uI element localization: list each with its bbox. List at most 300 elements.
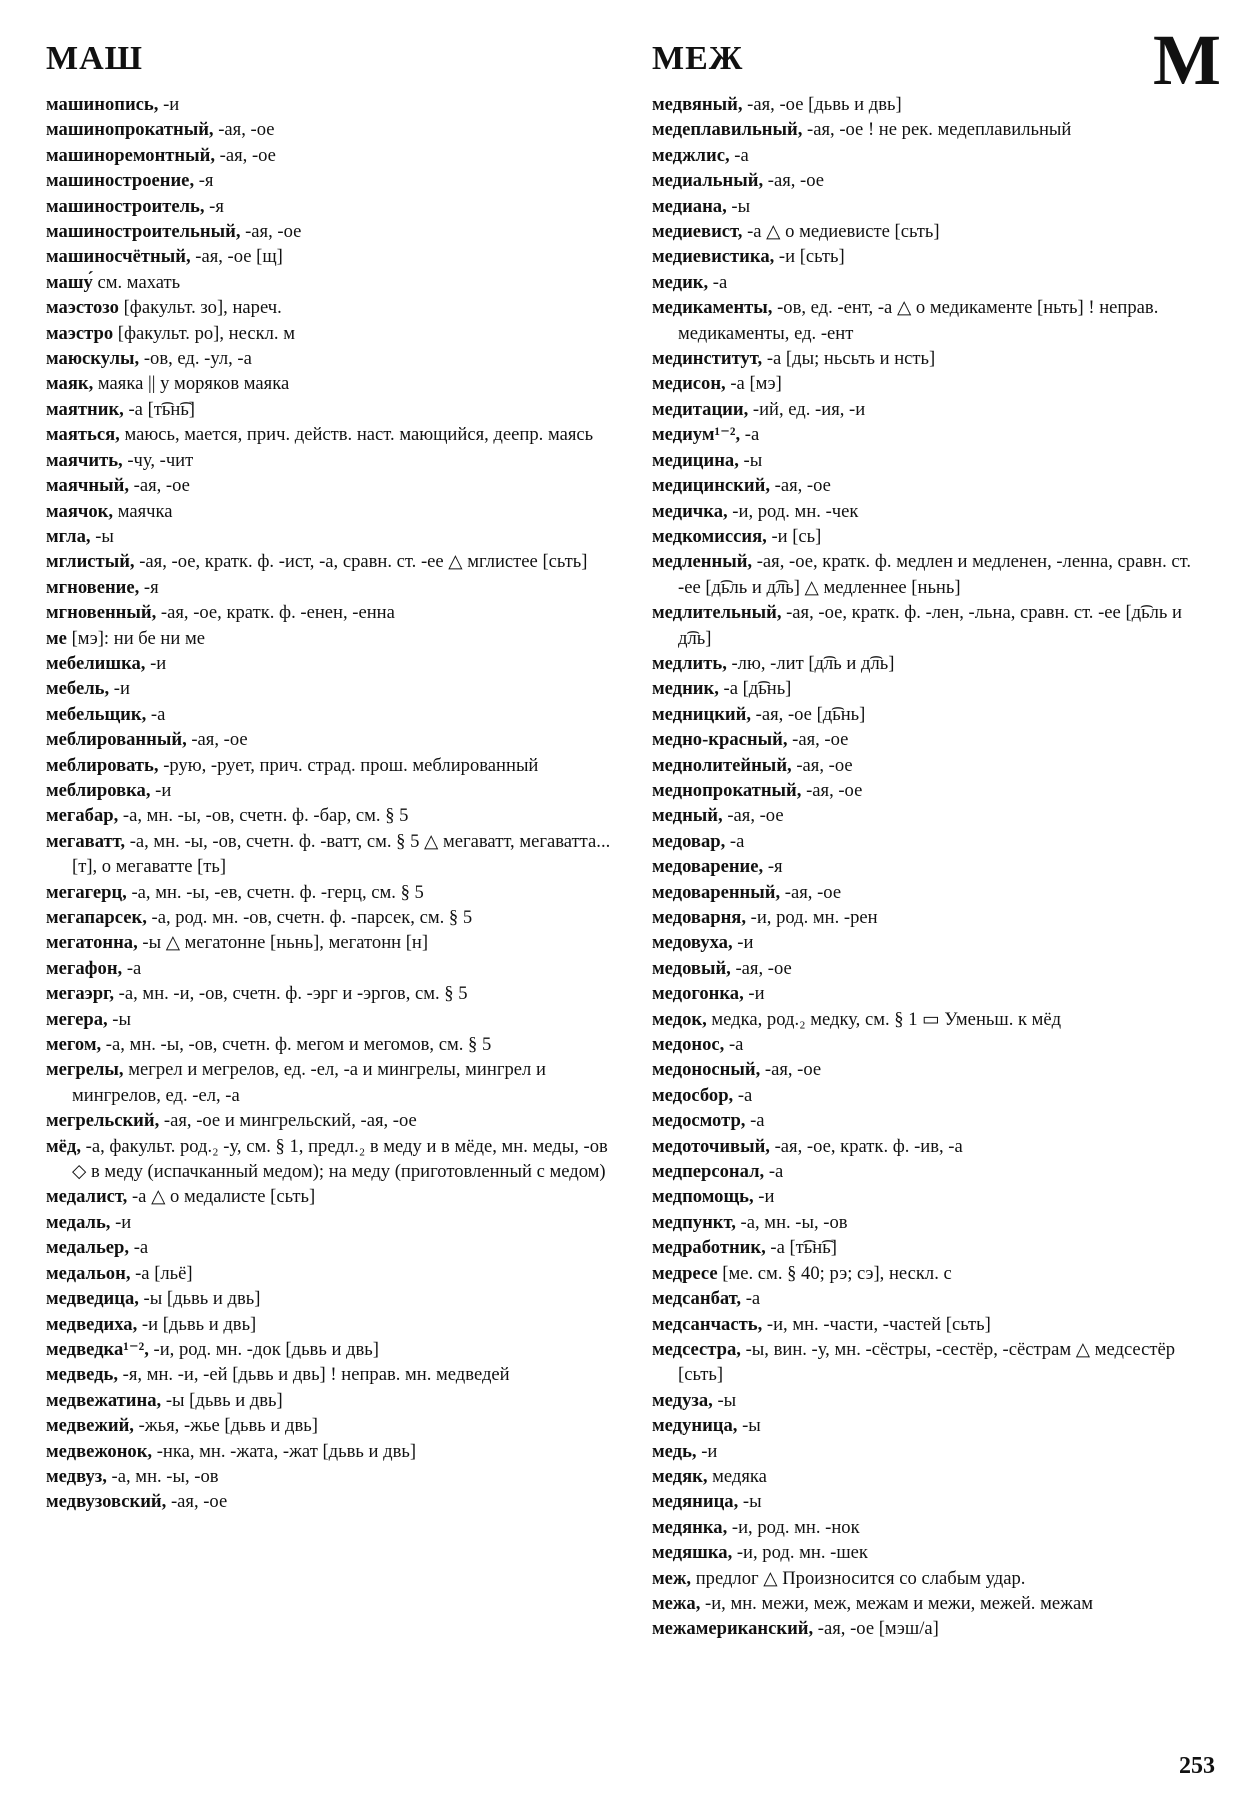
dictionary-entry [46, 448, 611, 473]
left-column [46, 92, 611, 1515]
entry-headword: медсанчасть, [652, 1313, 763, 1335]
entry-definition: -а, мн. -ы, -ов [106, 1465, 219, 1487]
entry-headword: меджлис, [652, 144, 730, 166]
dictionary-entry [652, 1515, 1217, 1540]
dictionary-entry [652, 549, 1217, 600]
dictionary-entry [46, 803, 611, 828]
running-header-right: МЕЖ [652, 40, 744, 77]
entry-headword: медвяный, [652, 94, 743, 115]
dictionary-entry [652, 803, 1217, 828]
dictionary-entry [652, 473, 1217, 498]
entry-definition: -ая, -ое, кратк. ф. -ист, -а, сравн. ст. -ее △ мглистее [сьть] [134, 551, 588, 573]
entry-headword: ме [46, 627, 67, 649]
dictionary-entry [46, 1413, 611, 1438]
dictionary-entry [652, 981, 1217, 1006]
entry-definition: -а, мн. -ы, -ов, счетн. ф. мегом и мегомов, см. § 5 [101, 1034, 492, 1056]
entry-headword: меблированный, [46, 729, 187, 751]
entry-headword: мегафон, [46, 957, 123, 979]
entry-definition: -ы [726, 195, 751, 217]
entry-definition: -а, род. мн. -ов, счетн. ф. -парсек, см. § 5 [146, 907, 473, 928]
entry-definition: -ая, -ое [128, 475, 190, 497]
dictionary-entry [652, 702, 1217, 727]
entry-definition: -и [158, 94, 180, 115]
dictionary-entry [652, 778, 1217, 803]
dictionary-entry [46, 92, 611, 117]
entry-definition: -а [741, 1288, 761, 1310]
entry-definition: -а [т͡ьн͡ь] [765, 1237, 837, 1259]
dictionary-entry [46, 1464, 611, 1489]
dictionary-entry [652, 270, 1217, 295]
entry-headword: медалист, [46, 1186, 128, 1208]
entry-definition: -а [129, 1237, 149, 1259]
entry-headword: маяк, [46, 373, 94, 395]
dictionary-entry [652, 295, 1217, 346]
dictionary-entry [652, 753, 1217, 778]
entry-headword: медресе [652, 1262, 718, 1284]
entry-headword: машиностроение, [46, 170, 195, 192]
dictionary-entry [652, 600, 1217, 651]
entry-definition: -а [745, 1110, 765, 1132]
page-number: 253 [1179, 1753, 1215, 1779]
entry-headword: машиноремонтный, [46, 144, 216, 166]
entry-definition: [мэ]: ни бе ни ме [66, 627, 205, 649]
entry-headword: маячный, [46, 475, 129, 497]
entry-headword: медосмотр, [652, 1110, 746, 1132]
dictionary-entry [46, 727, 611, 752]
entry-definition: -а [ды; ньсьть и нсть] [762, 348, 936, 370]
entry-definition: -я, мн. -и, -ей [дьвь и двь] ! неправ. мн. медведей [118, 1364, 510, 1386]
entry-headword: меднолитейный, [652, 754, 792, 776]
entry-definition: -рую, -рует, прич. страд. прош. меблированный [158, 754, 539, 776]
dictionary-entry [652, 168, 1217, 193]
entry-definition: -и [сьть] [774, 246, 845, 268]
entry-definition: -а, мн. -ы, -ов [735, 1211, 848, 1233]
entry-headword: медоточивый, [652, 1135, 770, 1157]
dictionary-entry [46, 1337, 611, 1362]
dictionary-entry [652, 1261, 1217, 1286]
dictionary-entry [46, 1489, 611, 1514]
entry-definition: -ая, -ое [787, 729, 849, 751]
entry-headword: медвежий, [46, 1415, 134, 1437]
entry-headword: медведица, [46, 1288, 139, 1310]
dictionary-entry [652, 676, 1217, 701]
entry-headword: медик, [652, 271, 709, 293]
dictionary-entry [46, 1007, 611, 1032]
entry-definition: маюсь, мается, прич. действ. наст. мающийся, деепр. маясь [119, 424, 594, 446]
dictionary-entry [46, 1362, 611, 1387]
entry-headword: медянка, [652, 1516, 728, 1538]
entry-definition: -а, факульт. род.₂ -у, см. § 1, предл.₂ в меду и в мёде, мн. меды, -ов ◇ в меду (испачканный медом); на меду (приготовленный с медом) [72, 1135, 608, 1183]
entry-headword: мегрельский, [46, 1110, 160, 1132]
entry-definition: -и, род. мн. -чек [727, 500, 859, 522]
dictionary-entry [46, 1261, 611, 1286]
entry-definition: -ая, -ое [д͡ьнь] [751, 703, 866, 725]
entry-definition: -а △ о медиевисте [сьть] [742, 221, 940, 243]
entry-headword: маюскулы, [46, 348, 140, 370]
entry-headword: медяница, [652, 1491, 739, 1513]
dictionary-entry [46, 956, 611, 981]
entry-definition: -а [729, 144, 749, 166]
entry-definition: -ая, -ое и мингрельский, -ая, -ое [159, 1110, 417, 1132]
entry-headword: медпункт, [652, 1211, 736, 1233]
dictionary-entry [46, 1312, 611, 1337]
entry-headword: медисон, [652, 373, 726, 395]
entry-headword: медаль, [46, 1211, 111, 1233]
dictionary-entry [652, 524, 1217, 549]
entry-headword: мгновение, [46, 576, 140, 598]
entry-definition: -и [732, 932, 754, 954]
entry-definition: маяка || у моряков маяка [93, 373, 290, 395]
entry-headword: мегаватт, [46, 830, 126, 852]
dictionary-entry [652, 1489, 1217, 1514]
entry-definition: -ая, -ое, кратк. ф. -ив, -а [769, 1135, 963, 1157]
entry-definition: -и [145, 652, 167, 674]
dictionary-entry [46, 930, 611, 955]
dictionary-entry [652, 1591, 1217, 1616]
entry-headword: медный, [652, 805, 723, 827]
dictionary-entry [46, 244, 611, 269]
entry-headword: мединститут, [652, 348, 763, 370]
dictionary-entry [652, 219, 1217, 244]
entry-headword: медперсонал, [652, 1161, 765, 1183]
dictionary-entry [652, 1286, 1217, 1311]
entry-headword: медиальный, [652, 170, 764, 192]
entry-definition: медяка [707, 1465, 767, 1487]
entry-headword: медоварение, [652, 856, 764, 878]
entry-headword: медник, [652, 678, 719, 700]
entry-headword: меблировка, [46, 779, 151, 801]
entry-headword: меблировать, [46, 754, 159, 776]
dictionary-entry [46, 1184, 611, 1209]
dictionary-entry [46, 371, 611, 396]
entry-definition: -ая, -ое [166, 1491, 228, 1513]
dictionary-entry [652, 244, 1217, 269]
entry-definition: -ов, ед. -ул, -а [139, 348, 252, 370]
dictionary-entry [652, 1057, 1217, 1082]
dictionary-entry [652, 880, 1217, 905]
entry-headword: маячить, [46, 449, 123, 471]
dictionary-entry [652, 1210, 1217, 1235]
entry-headword: медлительный, [652, 602, 782, 624]
entry-headword: межамериканский, [652, 1618, 814, 1640]
entry-definition: -ая, -ое, кратк. ф. -енен, -енна [156, 602, 395, 624]
entry-definition: -и [сь] [766, 525, 822, 547]
dictionary-entry [46, 219, 611, 244]
entry-definition: -а, мн. -ы, -ов, счетн. ф. -бар, см. § 5 [118, 805, 409, 827]
dictionary-entry [652, 930, 1217, 955]
entry-definition: -ы [738, 449, 763, 471]
entry-headword: медиевист, [652, 221, 743, 243]
dictionary-entry [46, 905, 611, 930]
dictionary-entry [46, 346, 611, 371]
entry-headword: мегагерц, [46, 881, 127, 903]
dictionary-entry [46, 321, 611, 346]
entry-headword: мебелишка, [46, 652, 146, 674]
entry-definition: -и [дьвь и двь] [137, 1313, 257, 1335]
entry-definition: -а [д͡ьнь] [718, 678, 792, 700]
entry-definition: -ая, -ое, кратк. ф. -лен, -льна, сравн. ст. -ее [д͡ьль и д͡ль] [678, 602, 1182, 649]
dictionary-entry [652, 1007, 1217, 1032]
dictionary-entry [652, 1083, 1217, 1108]
dictionary-entry [46, 473, 611, 498]
entry-headword: медяк, [652, 1465, 708, 1487]
dictionary-entry [652, 1159, 1217, 1184]
entry-headword: медовар, [652, 830, 726, 852]
dictionary-entry [652, 117, 1217, 142]
entry-headword: маячок, [46, 500, 114, 522]
entry-headword: межа, [652, 1592, 701, 1614]
dictionary-entry [652, 905, 1217, 930]
entry-definition: -а [740, 424, 760, 446]
entry-headword: медальон, [46, 1262, 131, 1284]
dictionary-entry [46, 1439, 611, 1464]
dictionary-entry [46, 1286, 611, 1311]
dictionary-entry [46, 117, 611, 142]
entry-definition: -ая, -ое [мэш/а] [813, 1618, 939, 1640]
entry-definition: -ы [737, 1415, 761, 1437]
dictionary-entry [46, 143, 611, 168]
entry-headword: медницкий, [652, 703, 752, 725]
dictionary-entry [652, 194, 1217, 219]
entry-headword: медоварня, [652, 907, 747, 928]
entry-definition: предлог △ Произносится со слабым удар. [691, 1567, 1026, 1589]
entry-headword: меднопрокатный, [652, 779, 802, 801]
entry-headword: медработник, [652, 1237, 766, 1259]
entry-headword: медлить, [652, 652, 727, 674]
dictionary-entry [652, 1184, 1217, 1209]
entry-headword: медицина, [652, 449, 739, 471]
entry-definition: -ая, -ое [801, 779, 863, 801]
entry-definition: -а [733, 1084, 753, 1106]
dictionary-entry [46, 702, 611, 727]
entry-headword: медленный, [652, 551, 753, 573]
entry-headword: медиум¹⁻², [652, 424, 741, 446]
entry-definition: -я [194, 170, 214, 192]
dictionary-entry [46, 880, 611, 905]
entry-definition: -ы [107, 1008, 131, 1030]
section-letter: М [1153, 20, 1221, 100]
entry-definition: -ая, -ое [215, 144, 276, 166]
entry-definition: -ая, -ое [769, 475, 831, 497]
entry-headword: мегабар, [46, 805, 119, 827]
entry-headword: медок, [652, 1008, 707, 1030]
entry-headword: машиностроительный, [46, 221, 241, 243]
entry-definition: -ая, -ое [щ] [190, 246, 283, 268]
entry-headword: меж, [652, 1567, 692, 1589]
entry-headword: медоносный, [652, 1059, 761, 1081]
entry-headword: медсанбат, [652, 1288, 742, 1310]
entry-definition: -ая, -ое ! не рек. медеплавильный [802, 119, 1072, 141]
dictionary-entry [652, 1337, 1217, 1388]
entry-definition: -ая, -ое [780, 881, 842, 903]
dictionary-entry [652, 1108, 1217, 1133]
entry-definition: -и, мн. межи, меж, межам и межи, межей. межам [700, 1592, 1093, 1614]
entry-headword: медоваренный, [652, 881, 781, 903]
entry-headword: мегрелы, [46, 1059, 124, 1081]
entry-definition: [факульт. зо], нареч. [118, 297, 282, 319]
entry-headword: маяться, [46, 424, 120, 446]
entry-definition: маячка [113, 500, 173, 522]
dictionary-entry [652, 1616, 1217, 1641]
entry-headword: медяшка, [652, 1542, 733, 1564]
entry-headword: машу́ [46, 271, 93, 293]
entry-headword: медиана, [652, 195, 727, 217]
entry-headword: мгновенный, [46, 602, 157, 624]
dictionary-entry [46, 1057, 611, 1108]
entry-definition: -а [т͡ьн͡ь] [123, 398, 195, 420]
entry-definition: -ая, -ое [186, 729, 248, 751]
entry-definition: -а △ о медалисте [сьть] [127, 1186, 316, 1208]
dictionary-entry [652, 397, 1217, 422]
dictionary-entry [652, 422, 1217, 447]
dictionary-entry [652, 1388, 1217, 1413]
entry-definition: -ы, вин. -у, мн. -сёстры, -сестёр, -сёстрам △ медсестёр [сьть] [678, 1338, 1176, 1386]
entry-headword: мёд, [46, 1135, 81, 1157]
entry-definition: -и, род. мн. -нок [727, 1516, 860, 1538]
entry-headword: медуница, [652, 1415, 738, 1437]
dictionary-entry [652, 651, 1217, 676]
entry-headword: мебельщик, [46, 703, 147, 725]
entry-headword: медицинский, [652, 475, 770, 497]
entry-definition: -ы [дьвь и двь] [138, 1288, 261, 1310]
entry-headword: машиностроитель, [46, 195, 205, 217]
entry-definition: медка, род.₂ медку, см. § 1 ▭ Уменьш. к мёд [706, 1008, 1062, 1030]
dictionary-entry [46, 397, 611, 422]
entry-definition: -ая, -ое [763, 170, 825, 192]
dictionary-entry [652, 1032, 1217, 1057]
dictionary-entry [652, 1566, 1217, 1591]
entry-definition: -и [753, 1186, 775, 1208]
entry-definition: -ая, -ое [722, 805, 784, 827]
entry-headword: медвежатина, [46, 1389, 162, 1411]
dictionary-entry [652, 371, 1217, 396]
dictionary-entry [46, 499, 611, 524]
entry-headword: машинопрокатный, [46, 119, 214, 141]
entry-definition: -нка, мн. -жата, -жат [дьвь и двь] [152, 1440, 417, 1462]
entry-headword: медогонка, [652, 983, 744, 1005]
dictionary-entry [652, 346, 1217, 371]
dictionary-entry [46, 168, 611, 193]
entry-definition: -а [146, 703, 166, 725]
dictionary-entry [652, 1312, 1217, 1337]
dictionary-entry [46, 575, 611, 600]
entry-headword: медеплавильный, [652, 119, 803, 141]
dictionary-entry [652, 1235, 1217, 1260]
dictionary-entry [652, 1413, 1217, 1438]
dictionary-entry [46, 295, 611, 320]
entry-definition: -ы [712, 1389, 737, 1411]
entry-definition: мегрел и мегрелов, ед. -ел, -а и мингрелы, мингрел и мингрелов, ед. -ел, -а [72, 1059, 546, 1106]
entry-definition: -а, мн. -ы, -ев, счетн. ф. -герц, см. § 5 [126, 881, 424, 903]
entry-headword: медведка¹⁻², [46, 1338, 149, 1360]
entry-definition: [факульт. ро], нескл. м [113, 322, 295, 344]
entry-definition: -и, род. мн. -шек [732, 1542, 868, 1564]
entry-headword: мегаэрг, [46, 983, 115, 1005]
entry-headword: медсестра, [652, 1338, 741, 1360]
dictionary-entry [652, 1540, 1217, 1565]
entry-headword: мебель, [46, 678, 110, 700]
entry-definition: -и, род. мн. -док [дьвь и двь] [148, 1338, 379, 1360]
entry-definition: -а [льё] [130, 1262, 193, 1284]
entry-definition: -а [мэ] [725, 373, 782, 395]
dictionary-entry [46, 1210, 611, 1235]
entry-headword: медь, [652, 1440, 697, 1462]
dictionary-entry [46, 549, 611, 574]
entry-definition: -и [110, 1211, 132, 1233]
dictionary-entry [46, 651, 611, 676]
entry-definition: -ая, -ое, кратк. ф. медлен и медленен, -ленна, сравн. ст. -ее [д͡ьль и д͡ль] △ медленнее [ньнь] [678, 551, 1192, 598]
entry-definition: -а, мн. -ы, -ов, счетн. ф. -ватт, см. § 5 △ мегаватт, мегаватта... [т], о мегаватте [ть] [72, 830, 611, 878]
entry-definition: -а [725, 830, 745, 852]
dictionary-entry [46, 1108, 611, 1133]
entry-definition: -а [764, 1161, 784, 1183]
entry-headword: мегапарсек, [46, 907, 147, 928]
entry-headword: медитации, [652, 398, 749, 420]
entry-headword: мглистый, [46, 551, 135, 573]
entry-headword: медно-красный, [652, 729, 788, 751]
dictionary-entry [46, 1032, 611, 1057]
dictionary-entry [652, 727, 1217, 752]
dictionary-entry [46, 676, 611, 701]
entry-definition: -ая, -ое [213, 119, 275, 141]
entry-headword: маэстозо [46, 297, 119, 319]
entry-definition: -и [150, 779, 172, 801]
entry-headword: машиносчётный, [46, 246, 191, 268]
entry-definition: -чу, -чит [122, 449, 194, 471]
entry-definition: -ая, -ое [дьвь и двь] [742, 94, 902, 115]
dictionary-entry [46, 753, 611, 778]
dictionary-entry [46, 626, 611, 651]
entry-definition: -а, мн. -и, -ов, счетн. ф. -эрг и -эргов, см. § 5 [114, 983, 468, 1005]
dictionary-entry [46, 1134, 611, 1185]
entry-headword: медведиха, [46, 1313, 138, 1335]
entry-headword: мегатонна, [46, 932, 138, 954]
entry-definition: -ая, -ое [730, 957, 792, 979]
running-header-left: МАШ [46, 40, 143, 77]
entry-definition: -ы [738, 1491, 762, 1513]
entry-definition: -жья, -жье [дьвь и двь] [133, 1415, 318, 1437]
dictionary-entry [46, 1388, 611, 1413]
entry-definition: -и [743, 983, 765, 1005]
entry-headword: медикаменты, [652, 297, 773, 319]
entry-definition: -я [204, 195, 224, 217]
dictionary-entry [46, 270, 611, 295]
dictionary-entry [46, 829, 611, 880]
entry-headword: мегом, [46, 1034, 102, 1056]
dictionary-entry [46, 524, 611, 549]
entry-headword: медвежонок, [46, 1440, 153, 1462]
entry-definition: -я [139, 576, 159, 598]
entry-definition: -а [724, 1034, 744, 1056]
entry-headword: машинопись, [46, 94, 159, 115]
entry-definition: -и [696, 1440, 718, 1462]
dictionary-entry [652, 92, 1217, 117]
entry-definition: [ме. см. § 40; рэ; сэ], нескл. с [717, 1262, 952, 1284]
dictionary-entry [652, 1464, 1217, 1489]
dictionary-entry [46, 778, 611, 803]
entry-headword: медовый, [652, 957, 731, 979]
entry-headword: мегера, [46, 1008, 108, 1030]
entry-headword: медосбор, [652, 1084, 734, 1106]
entry-headword: медиевистика, [652, 246, 775, 268]
entry-definition: -а [708, 271, 728, 293]
dictionary-entry [652, 956, 1217, 981]
entry-definition: -а [122, 957, 142, 979]
dictionary-entry [652, 1439, 1217, 1464]
entry-definition: -ий, ед. -ия, -и [748, 398, 866, 420]
dictionary-entry [46, 981, 611, 1006]
entry-headword: медальер, [46, 1237, 130, 1259]
